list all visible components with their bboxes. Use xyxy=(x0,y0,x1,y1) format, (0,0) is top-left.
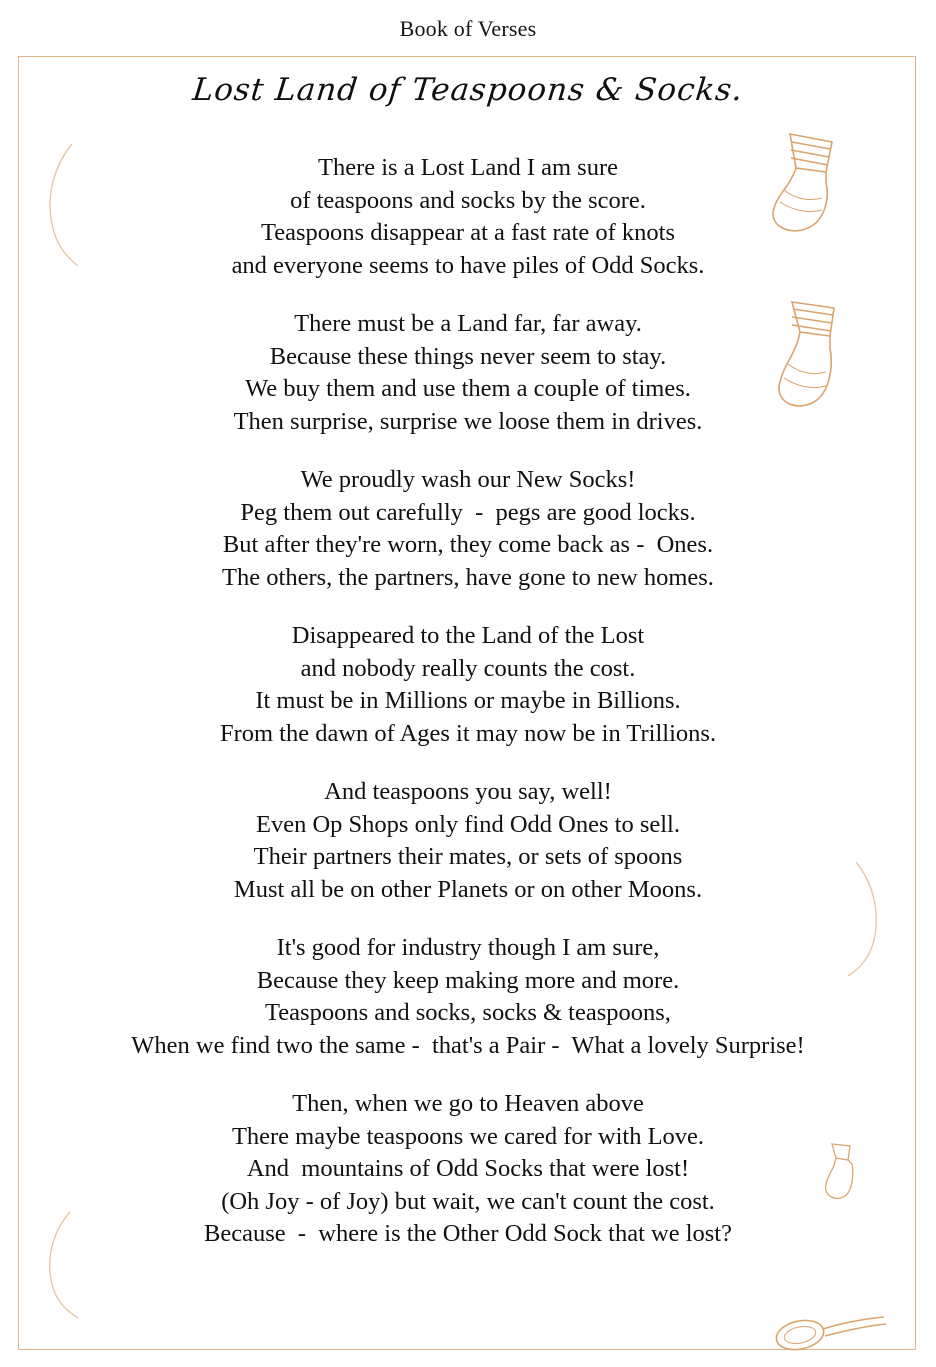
poem-line: And mountains of Odd Socks that were lost! xyxy=(246,1155,690,1182)
poem-line: Then, when we go to Heaven above xyxy=(292,1090,644,1117)
spoon-icon xyxy=(770,1305,890,1366)
poem-line: We buy them and use them a couple of times. xyxy=(245,375,691,402)
stanza xyxy=(0,152,936,282)
poem-line: But after they're worn, they come back as - Ones. xyxy=(222,531,714,558)
poem-line: The others, the partners, have gone to new homes. xyxy=(222,563,714,591)
stanza xyxy=(0,932,936,1062)
poem-line: It must be in Millions or maybe in Billions. xyxy=(255,687,681,714)
poem-line: Because these things never seem to stay. xyxy=(269,342,667,370)
poem-line: There is a Lost Land I am sure xyxy=(317,154,619,181)
poem-line: We proudly wash our New Socks! xyxy=(300,466,636,493)
poem-line: Teaspoons and socks, socks & teaspoons, xyxy=(265,999,671,1026)
poem-body xyxy=(0,152,936,1277)
poem-line: Peg them out carefully - pegs are good locks. xyxy=(240,498,696,526)
poem-line: When we find two the same - that's a Pair - What a lovely Surprise! xyxy=(131,1031,805,1059)
poem-line: Because - where is the Other Odd Sock that we lost? xyxy=(204,1220,732,1247)
poem-line: There must be a Land far, far away. xyxy=(294,310,642,337)
stanza xyxy=(0,776,936,906)
stanza xyxy=(0,1088,936,1251)
stanza xyxy=(0,308,936,438)
poem-line: Even Op Shops only find Odd Ones to sell. xyxy=(256,810,680,838)
poem-line: From the dawn of Ages it may now be in Trillions. xyxy=(219,719,717,747)
poem-line: of teaspoons and socks by the score. xyxy=(290,186,646,214)
poem-line: There maybe teaspoons we cared for with Love. xyxy=(231,1122,705,1150)
poem-line: Their partners their mates, or sets of spoons xyxy=(253,843,683,870)
poem-line: It's good for industry though I am sure, xyxy=(276,934,660,961)
stanza xyxy=(0,464,936,594)
poem-line: Teaspoons disappear at a fast rate of knots xyxy=(261,219,675,246)
stanza xyxy=(0,620,936,750)
poem-line: Because they keep making more and more. xyxy=(256,966,680,994)
poem-line: Disappeared to the Land of the Lost xyxy=(291,622,645,649)
poem-line: and everyone seems to have piles of Odd Socks. xyxy=(231,251,705,279)
poem-line: Must all be on other Planets or on other Moons. xyxy=(233,875,703,903)
poem-title: Lost Land of Teaspoons & Socks. xyxy=(190,72,746,108)
poem-line: (Oh Joy - of Joy) but wait, we can't count the cost. xyxy=(221,1187,715,1215)
poem-line: and nobody really counts the cost. xyxy=(300,654,636,682)
poem-line: And teaspoons you say, well! xyxy=(324,778,612,805)
page-header: Book of Verses xyxy=(399,16,537,41)
poem-line: Then surprise, surprise we loose them in drives. xyxy=(233,407,703,435)
